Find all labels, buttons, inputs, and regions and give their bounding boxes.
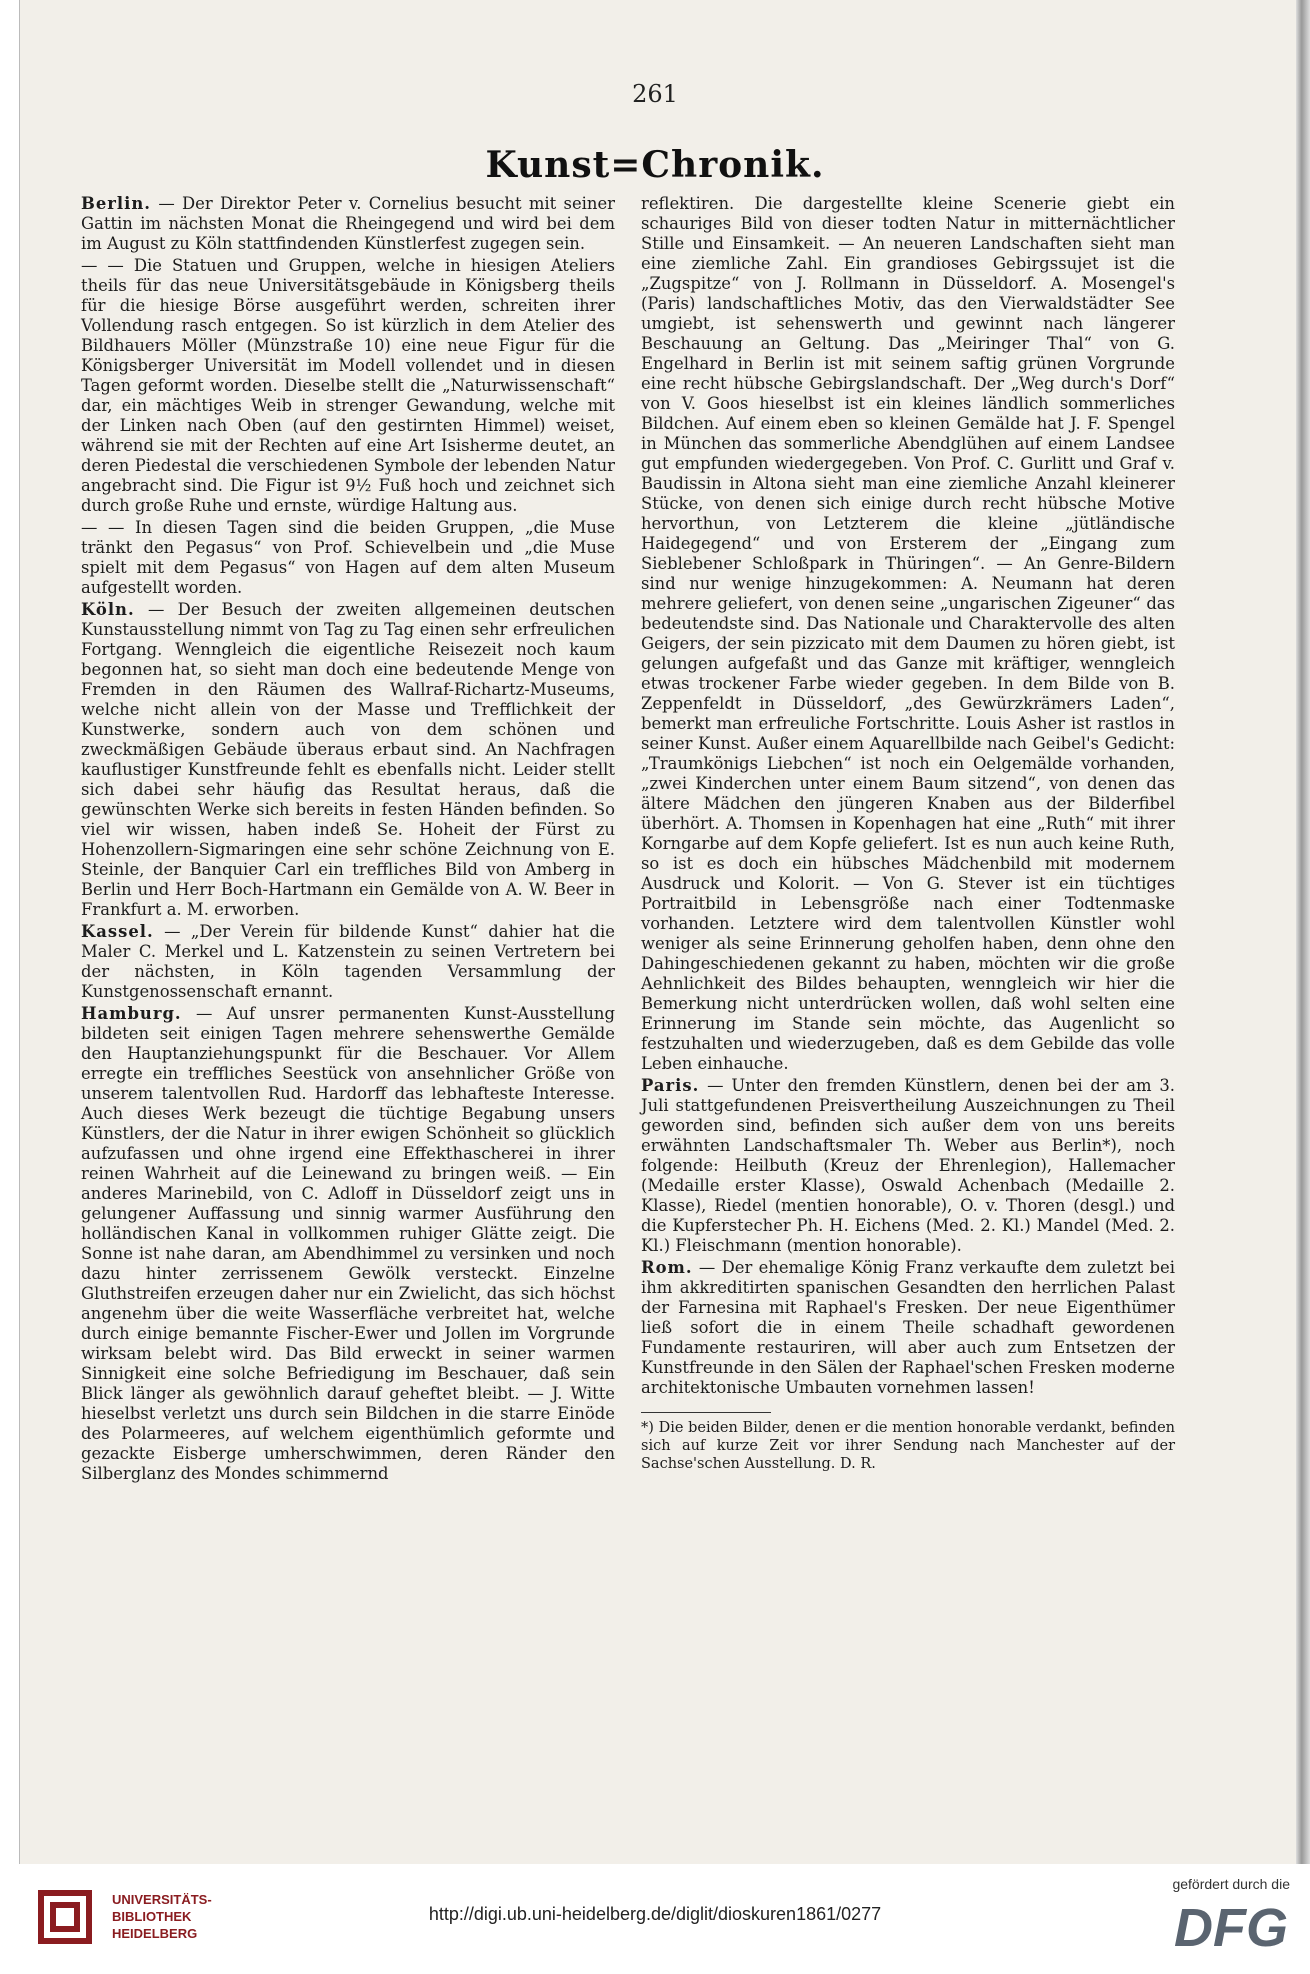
city-heading: Köln. [81,600,135,619]
article-paragraph [81,518,615,598]
article-text: — Auf unsrer permanenten Kunst-Ausstellung bildeten seit einigen Tagen mehrere sehenswerthe Gemälde den Hauptanziehungspunkt für die Beschauer. Vor Allem erregte ein treffliches Seestück von ansehnlicher Größe von unserem talentvollen Rud. Hardorff das lebhafteste Interesse. Auch dieses Werk bezeugt die tüchtige Begabung unsers Künstlers, der die Natur in ihrer ewigen Schönheit so glücklich aufzufassen und ohne irgend eine Effekthascherei in ihrer reinen Wahrheit auf die Leinewand zu bringen weiß. — Ein anderes Marinebild, von C. Adloff in Düsseldorf zeigt uns in gelungener Auffassung und sinnig warmer Ausführung den holländischen Kanal in vollkommen ruhiger Glätte zeigt. Die Sonne ist nahe daran, am Abendhimmel zu versinken und noch dazu hinter zerrissenem Gewölk versteckt. Einzelne Gluthstreifen erzeugen daher nur ein Zwielicht, das sich höchst angenehm über die weite Wasserfläche verbreitet hat, welche durch einige bemannte Fischer-Ewer und Jollen im Vorgrunde wirksam belebt wird. Das Bild erweckt in seiner warmen Sinnigkeit eine solche Befriedigung im Beschauer, daß sein Blick länger als gewöhnlich darauf geheftet bleibt. — J. Witte hieselbst verletzt uns durch sein Bildchen in die starre Einöde des Polarmeeres, auf welchem eigenthümlich geformte und gezackte Eisberge umherschwimmen, deren Ränder den Silberglanz des Mondes schimmernd [81,1004,615,1483]
library-name-line: BIBLIOTHEK [112,1909,192,1924]
city-heading: Rom. [641,1258,693,1277]
library-name-line: HEIDELBERG [112,1926,198,1941]
article-paragraph [81,1004,615,1484]
article-text: — Unter den fremden Künstlern, denen bei der am 3. Juli stattgefundenen Preisvertheilung Auszeichnungen zu Theil geworden sind, befinden sich außer dem von uns bereits erwähnten Landschaftsmaler Th. Weber aus Berlin*), noch folgende: Heilbuth (Kreuz der Ehrenlegion), Hallemacher (Medaille erster Klasse), Oswald Achenbach (Medaille 2. Klasse), Riedel (mentien honorable), O. v. Thoren (desgl.) und die Kupferstecher Ph. H. Eichens (Med. 2. Kl.) Mandel (Med. 2. Kl.) Fleischmann (mention honorable). [641,1076,1175,1255]
article-text: — — Die Statuen und Gruppen, welche in hiesigen Ateliers theils für das neue Universitätsgebäude in Königsberg theils für die hiesige Börse ausgeführt werden, schreiten ihrer Vollendung rasch entgegen. So ist kürzlich in dem Atelier des Bildhauers Möller (Münzstraße 10) eine neue Figur für die Königsberger Universität im Modell vollendet und in diesen Tagen geformt worden. Dieselbe stellt die „Naturwissenschaft“ dar, ein mächtiges Weib in strenger Gewandung, welche mit der Linken nach Oben (auf den gestirnten Himmel) weiset, während sie mit der Rechten auf eine Art Isisherme deutet, an deren Piedestal die verschiedenen Symbole der lebenden Natur angebracht sind. Die Figur ist 9½ Fuß hoch und zeichnet sich durch große Ruhe und ernste, würdige Haltung aus. [81,256,615,515]
city-heading: Kassel. [81,922,154,941]
footer-bar [0,1864,1310,1974]
article-text: — — In diesen Tagen sind die beiden Gruppen, „die Muse tränkt den Pegasus“ von Prof. Schievelbein und „die Muse spielt mit dem Pegasus“ von Hagen auf dem alten Museum aufgestellt worden. [81,518,615,597]
article-text: — Der Besuch der zweiten allgemeinen deutschen Kunstausstellung nimmt von Tag zu Tag einen sehr erfreulichen Fortgang. Wenngleich die eigentliche Reisezeit noch kaum begonnen hat, so sieht man doch eine bedeutende Menge von Fremden in den Räumen des Wallraf-Richartz-Museums, welche nicht allein von der Masse und Trefflichkeit der Kunstwerke, sondern auch von dem schönen und zweckmäßigen Gebäude überaus erbaut sind. An Nachfragen kauflustiger Kunstfreunde fehlt es ebenfalls nicht. Leider stellt sich dabei sehr häufig das Resultat heraus, daß die gewünschten Werke sich bereits in festen Händen befinden. So viel wir wissen, haben indeß Se. Hoheit der Fürst zu Hohenzollern-Sigmaringen eine sehr schöne Zeichnung von E. Steinle, der Banquier Carl ein treffliches Bild von Amberg in Berlin und Herr Boch-Hartmann ein Gemälde von A. W. Beer in Frankfurt a. M. erworben. [81,600,615,919]
footnote-rule [641,1412,771,1413]
city-heading: Paris. [641,1076,700,1095]
footnote: *) Die beiden Bilder, denen er die mention honorable verdankt, befinden sich auf kurze Zeit vor ihrer Sendung nach Manchester auf der Sachse'schen Ausstellung. D. R. [641,1420,1175,1472]
city-heading: Berlin. [81,194,151,213]
article-text: reflektiren. Die dargestellte kleine Scenerie giebt ein schauriges Bild von dieser todten Natur in mitternächtlicher Stille und Einsamkeit. — An neueren Landschaften sieht man eine ziemliche Zahl. Ein grandioses Gebirgssujet ist die „Zugspitze“ von J. Rollmann in Düsseldorf. A. Mosengel's (Paris) landschaftliches Motiv, das den Vierwaldstädter See umgiebt, ist sehenswerth und gewinnt nach längerer Beschauung an Geltung. Das „Meiringer Thal“ von G. Engelhard in Berlin ist mit seinem saftig grünen Vorgrunde eine recht hübsche Gebirgslandschaft. Der „Weg durch's Dorf“ von V. Goos hieselbst ist ein kleines ländlich sommerliches Bildchen. Auf einem eben so kleinen Gemälde hat J. F. Spengel in München das sommerliche Abendglühen auf einem Landsee gut empfunden wiedergegeben. Von Prof. C. Gurlitt und Graf v. Baudissin in Altona sieht man eine ziemliche Anzahl kleinerer Stücke, von denen sich einige durch recht hübsche Motive hervorthun, von Letzterem die kleine „jütländische Haidegegend“ und von Ersterem der „Eingang zum Sieblebener Schloßpark in Thüringen“. — An Genre-Bildern sind nur wenige hinzugekommen: A. Neumann hat deren mehrere geliefert, von denen seine „ungarischen Zigeuner“ das bedeutendste sind. Das Nationale und Charaktervolle des alten Geigers, der sein pizzicato mit dem Daumen zu hören giebt, ist gelungen aufgefaßt und das Ganze mit kräftiger, wenngleich etwas trockener Farbe wieder gegeben. In dem Bilde von B. Zeppenfeldt in Düsseldorf, „des Gewürzkrämers Laden“, bemerkt man erfreuliche Fortschritte. Louis Asher ist rastlos in seiner Kunst. Außer einem Aquarellbilde nach Geibel's Gedicht: „Traumkönigs Liebchen“ ist noch ein Oelgemälde vorhanden, „zwei Kinderchen unter einem Baum sitzend“, von denen das ältere Mädchen den jüngeren Knaben aus der Bilderfibel überhört. A. Thomsen in Kopenhagen hat eine „Ruth“ mit ihrer Korngarbe auf dem Kopfe geliefert. Ist es nun auch keine Ruth, so ist es doch ein hübsches Mädchenbild mit modernem Ausdruck und Kolorit. — Von G. Stever ist ein tüchtiges Portraitbild in Lebensgröße nach einer Todtenmaske vorhanden. Letztere wird dem talentvollen Künstler wohl weniger als seine Erinnerung geholfen haben, denn ohne den Dahingeschiedenen gekannt zu haben, möchten wir die große Aehnlichkeit des Bildes behaupten, wenngleich wir hier die Bemerkung nicht unterdrücken wollen, daß wohl selten eine Erinnerung im Stande sein möchte, das Augenlicht so festzuhalten und wiederzugeben, daß es dem Gebilde das volle Leben einhauche. [641,194,1175,1073]
page-edge [1296,0,1310,1864]
permalink-url[interactable]: http://digi.ub.uni-heidelberg.de/diglit/dioskuren1861/0277 [428,1904,882,1924]
sponsor-block[interactable] [1090,1876,1290,1966]
page-number: 261 [632,80,678,108]
page-heading: Kunst=Chronik. [485,144,825,186]
right-column [641,194,1175,1473]
library-name-line: UNIVERSITÄTS- [112,1892,212,1907]
article-text: — Der Direktor Peter v. Cornelius besucht mit seiner Gattin im nächsten Monat die Rheingegend und wird bei dem im August zu Köln stattfindenden Künstlerfest zugegen sein. [81,194,615,253]
article-paragraph [81,194,615,254]
article-paragraph [81,256,615,516]
dfg-logo-text: DFG [1174,1898,1288,1954]
right-column-articles [641,194,1175,1398]
article-paragraph [81,922,615,1002]
left-column [81,194,615,1484]
article-paragraph [81,600,615,920]
dfg-logo-icon [1140,1898,1290,1954]
article-text: — Der ehemalige König Franz verkaufte dem zuletzt bei ihm akkreditirten spanischen Gesandten den herrlichen Palast der Farnesina mit Raphael's Fresken. Der neue Eigenthümer ließ sofort die in einem Theile schadhaft gewordenen Fundamente restauriren, will aber auch zum Entsetzen der Kunstfreunde in den Sälen der Raphael'schen Fresken moderne architektonische Umbauten vornehmen lassen! [641,1258,1175,1397]
sponsor-caption: gefördert durch die [1172,1876,1290,1892]
article-paragraph [641,1258,1175,1398]
article-text: — „Der Verein für bildende Kunst“ dahier hat die Maler C. Merkel und L. Katzenstein zu seinen Vertretern bei der nächsten, in Köln tagenden Versammlung der Kunstgenossenschaft ernannt. [81,922,615,1001]
article-paragraph [641,194,1175,1074]
article-paragraph [641,1076,1175,1256]
city-heading: Hamburg. [81,1004,182,1023]
